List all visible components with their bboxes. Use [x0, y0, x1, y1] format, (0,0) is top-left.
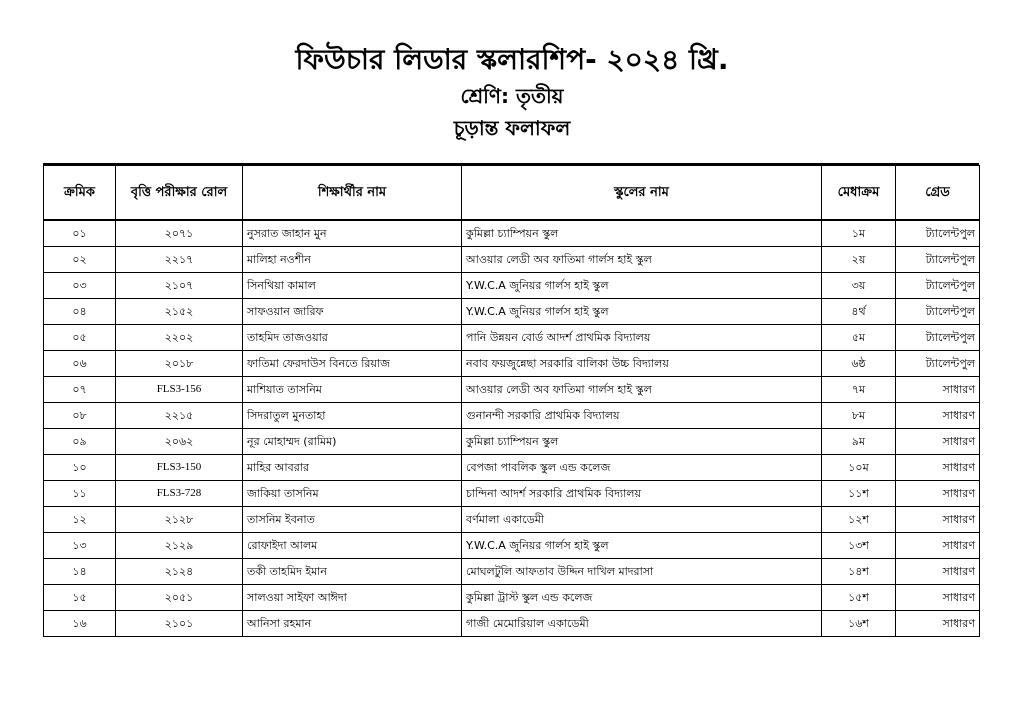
table-row [44, 559, 980, 585]
cell-roll: ২০৭১ [116, 220, 243, 247]
cell-student-name: আনিসা রহমান [243, 611, 462, 637]
cell-roll: ২০৬২ [116, 429, 243, 455]
cell-grade: সাধারণ [896, 585, 980, 611]
cell-roll: ২০১৮ [116, 351, 243, 377]
cell-school-name: Y.W.C.A জুনিয়র গার্লস হাই স্কুল [462, 533, 822, 559]
cell-serial: ১০ [44, 455, 116, 481]
cell-school-name: কুমিল্লা ট্রাস্ট স্কুল এন্ড কলেজ [462, 585, 822, 611]
cell-serial: ১১ [44, 481, 116, 507]
column-header-roll: বৃত্তি পরীক্ষার রোল [116, 166, 243, 221]
cell-serial: ০৪ [44, 299, 116, 325]
cell-roll: ২১০১ [116, 611, 243, 637]
cell-grade: ট্যালেন্টপুল [896, 247, 980, 273]
cell-school-name: পানি উন্নয়ন বোর্ড আদর্শ প্রাথমিক বিদ্যালয় [462, 325, 822, 351]
cell-grade: সাধারণ [896, 611, 980, 637]
cell-student-name: তকী তাহমিদ ইমান [243, 559, 462, 585]
table-row [44, 351, 980, 377]
cell-school-name: মোঘলটুলি আফতাব উদ্দিন দাখিল মাদরাসা [462, 559, 822, 585]
cell-grade: ট্যালেন্টপুল [896, 299, 980, 325]
cell-serial: ১৩ [44, 533, 116, 559]
cell-student-name: মাহির আবরার [243, 455, 462, 481]
cell-merit: ২য় [822, 247, 896, 273]
cell-roll: ২১৫২ [116, 299, 243, 325]
table-row [44, 220, 980, 247]
cell-merit: ১৪শ [822, 559, 896, 585]
cell-roll: ২০৫১ [116, 585, 243, 611]
column-header-school-name: স্কুলের নাম [462, 166, 822, 221]
table-row [44, 325, 980, 351]
cell-grade: সাধারণ [896, 403, 980, 429]
cell-serial: ০৭ [44, 377, 116, 403]
column-header-merit: মেধাক্রম [822, 166, 896, 221]
cell-grade: সাধারণ [896, 507, 980, 533]
cell-school-name: আওয়ার লেডী অব ফাতিমা গার্লস হাই স্কুল [462, 377, 822, 403]
cell-student-name: তাসনিম ইবনাত [243, 507, 462, 533]
results-table [43, 165, 980, 637]
cell-roll: ২১২৮ [116, 507, 243, 533]
cell-merit: ৬ষ্ঠ [822, 351, 896, 377]
cell-grade: সাধারণ [896, 559, 980, 585]
cell-merit: ৪র্থ [822, 299, 896, 325]
cell-student-name: মাশিয়াত তাসনিম [243, 377, 462, 403]
cell-school-name: চান্দিনা আদর্শ সরকারি প্রাথমিক বিদ্যালয় [462, 481, 822, 507]
cell-roll: ২১২৪ [116, 559, 243, 585]
document-header [0, 40, 1024, 144]
cell-merit: ৯ম [822, 429, 896, 455]
column-header-serial: ক্রমিক [44, 166, 116, 221]
table-row [44, 273, 980, 299]
cell-serial: ০২ [44, 247, 116, 273]
cell-merit: ১৫শ [822, 585, 896, 611]
cell-roll: ২১০৭ [116, 273, 243, 299]
cell-serial: ০১ [44, 220, 116, 247]
cell-school-name: গাজী মেমোরিয়াল একাডেমী [462, 611, 822, 637]
cell-student-name: সিনথিয়া কামাল [243, 273, 462, 299]
table-row [44, 247, 980, 273]
cell-student-name: ফাতিমা ফেরদাউস বিনতে রিয়াজ [243, 351, 462, 377]
cell-school-name: বর্ণমালা একাডেমী [462, 507, 822, 533]
cell-grade: সাধারণ [896, 455, 980, 481]
cell-school-name: নবাব ফয়জুন্নেছা সরকারি বালিকা উচ্চ বিদ্যালয় [462, 351, 822, 377]
cell-serial: ০৬ [44, 351, 116, 377]
cell-student-name: নুসরাত জাহান মুন [243, 220, 462, 247]
cell-student-name: মালিহা নওশীন [243, 247, 462, 273]
table-row [44, 299, 980, 325]
table-row [44, 429, 980, 455]
cell-merit: ৩য় [822, 273, 896, 299]
cell-serial: ১৪ [44, 559, 116, 585]
cell-serial: ০৩ [44, 273, 116, 299]
cell-roll: ২১২৯ [116, 533, 243, 559]
cell-student-name: সালওয়া সাইফা আঈদা [243, 585, 462, 611]
cell-serial: ১২ [44, 507, 116, 533]
cell-grade: ট্যালেন্টপুল [896, 273, 980, 299]
cell-student-name: সিদরাতুল মুনতাহা [243, 403, 462, 429]
cell-student-name: রোফাইদা আলম [243, 533, 462, 559]
cell-school-name: বেপজা পাবলিক স্কুল এন্ড কলেজ [462, 455, 822, 481]
cell-roll: FLS3-156 [116, 377, 243, 403]
cell-serial: ১৬ [44, 611, 116, 637]
document-title: ফিউচার লিডার স্কলারশিপ- ২০২৪ খ্রি. [295, 43, 729, 76]
cell-grade: ট্যালেন্টপুল [896, 351, 980, 377]
result-subtitle: চূড়ান্ত ফলাফল [453, 116, 571, 140]
cell-merit: ১০ম [822, 455, 896, 481]
cell-student-name: সাফওয়ান জারিফ [243, 299, 462, 325]
cell-school-name: গুনানন্দী সরকারি প্রাথমিক বিদ্যালয় [462, 403, 822, 429]
column-header-student-name: শিক্ষার্থীর নাম [243, 166, 462, 221]
cell-student-name: নূর মোহাম্মদ (রামিম) [243, 429, 462, 455]
cell-school-name: Y.W.C.A জুনিয়র গার্লস হাই স্কুল [462, 273, 822, 299]
cell-school-name: আওয়ার লেডী অব ফাতিমা গার্লস হাই স্কুল [462, 247, 822, 273]
cell-serial: ১৫ [44, 585, 116, 611]
cell-serial: ০৫ [44, 325, 116, 351]
table-row [44, 585, 980, 611]
table-body [44, 220, 980, 637]
header-row [44, 166, 980, 221]
cell-roll: ২২১৭ [116, 247, 243, 273]
table-row [44, 507, 980, 533]
cell-grade: ট্যালেন্টপুল [896, 325, 980, 351]
cell-serial: ০৮ [44, 403, 116, 429]
table-row [44, 403, 980, 429]
table-row [44, 455, 980, 481]
cell-student-name: তাহমিদ তাজওয়ার [243, 325, 462, 351]
cell-grade: সাধারণ [896, 377, 980, 403]
cell-merit: ৭ম [822, 377, 896, 403]
table-row [44, 611, 980, 637]
table-header [44, 166, 980, 221]
cell-merit: ১৩শ [822, 533, 896, 559]
class-label: শ্রেণি: তৃতীয় [460, 84, 564, 108]
cell-roll: ২২১৫ [116, 403, 243, 429]
cell-merit: ১৬শ [822, 611, 896, 637]
cell-school-name: কুমিল্লা চ্যাম্পিয়ন স্কুল [462, 220, 822, 247]
table-row [44, 377, 980, 403]
cell-merit: ৮ম [822, 403, 896, 429]
cell-school-name: কুমিল্লা চ্যাম্পিয়ন স্কুল [462, 429, 822, 455]
cell-grade: সাধারণ [896, 481, 980, 507]
cell-merit: ৫ম [822, 325, 896, 351]
cell-merit: ১ম [822, 220, 896, 247]
table-row [44, 481, 980, 507]
cell-grade: সাধারণ [896, 429, 980, 455]
cell-grade: সাধারণ [896, 533, 980, 559]
cell-merit: ১২শ [822, 507, 896, 533]
cell-grade: ট্যালেন্টপুল [896, 220, 980, 247]
cell-roll: ২২০২ [116, 325, 243, 351]
cell-merit: ১১শ [822, 481, 896, 507]
cell-serial: ০৯ [44, 429, 116, 455]
cell-student-name: জাকিয়া তাসনিম [243, 481, 462, 507]
table-row [44, 533, 980, 559]
cell-school-name: Y.W.C.A জুনিয়র গার্লস হাই স্কুল [462, 299, 822, 325]
cell-roll: FLS3-728 [116, 481, 243, 507]
cell-roll: FLS3-150 [116, 455, 243, 481]
column-header-grade: গ্রেড [896, 166, 980, 221]
